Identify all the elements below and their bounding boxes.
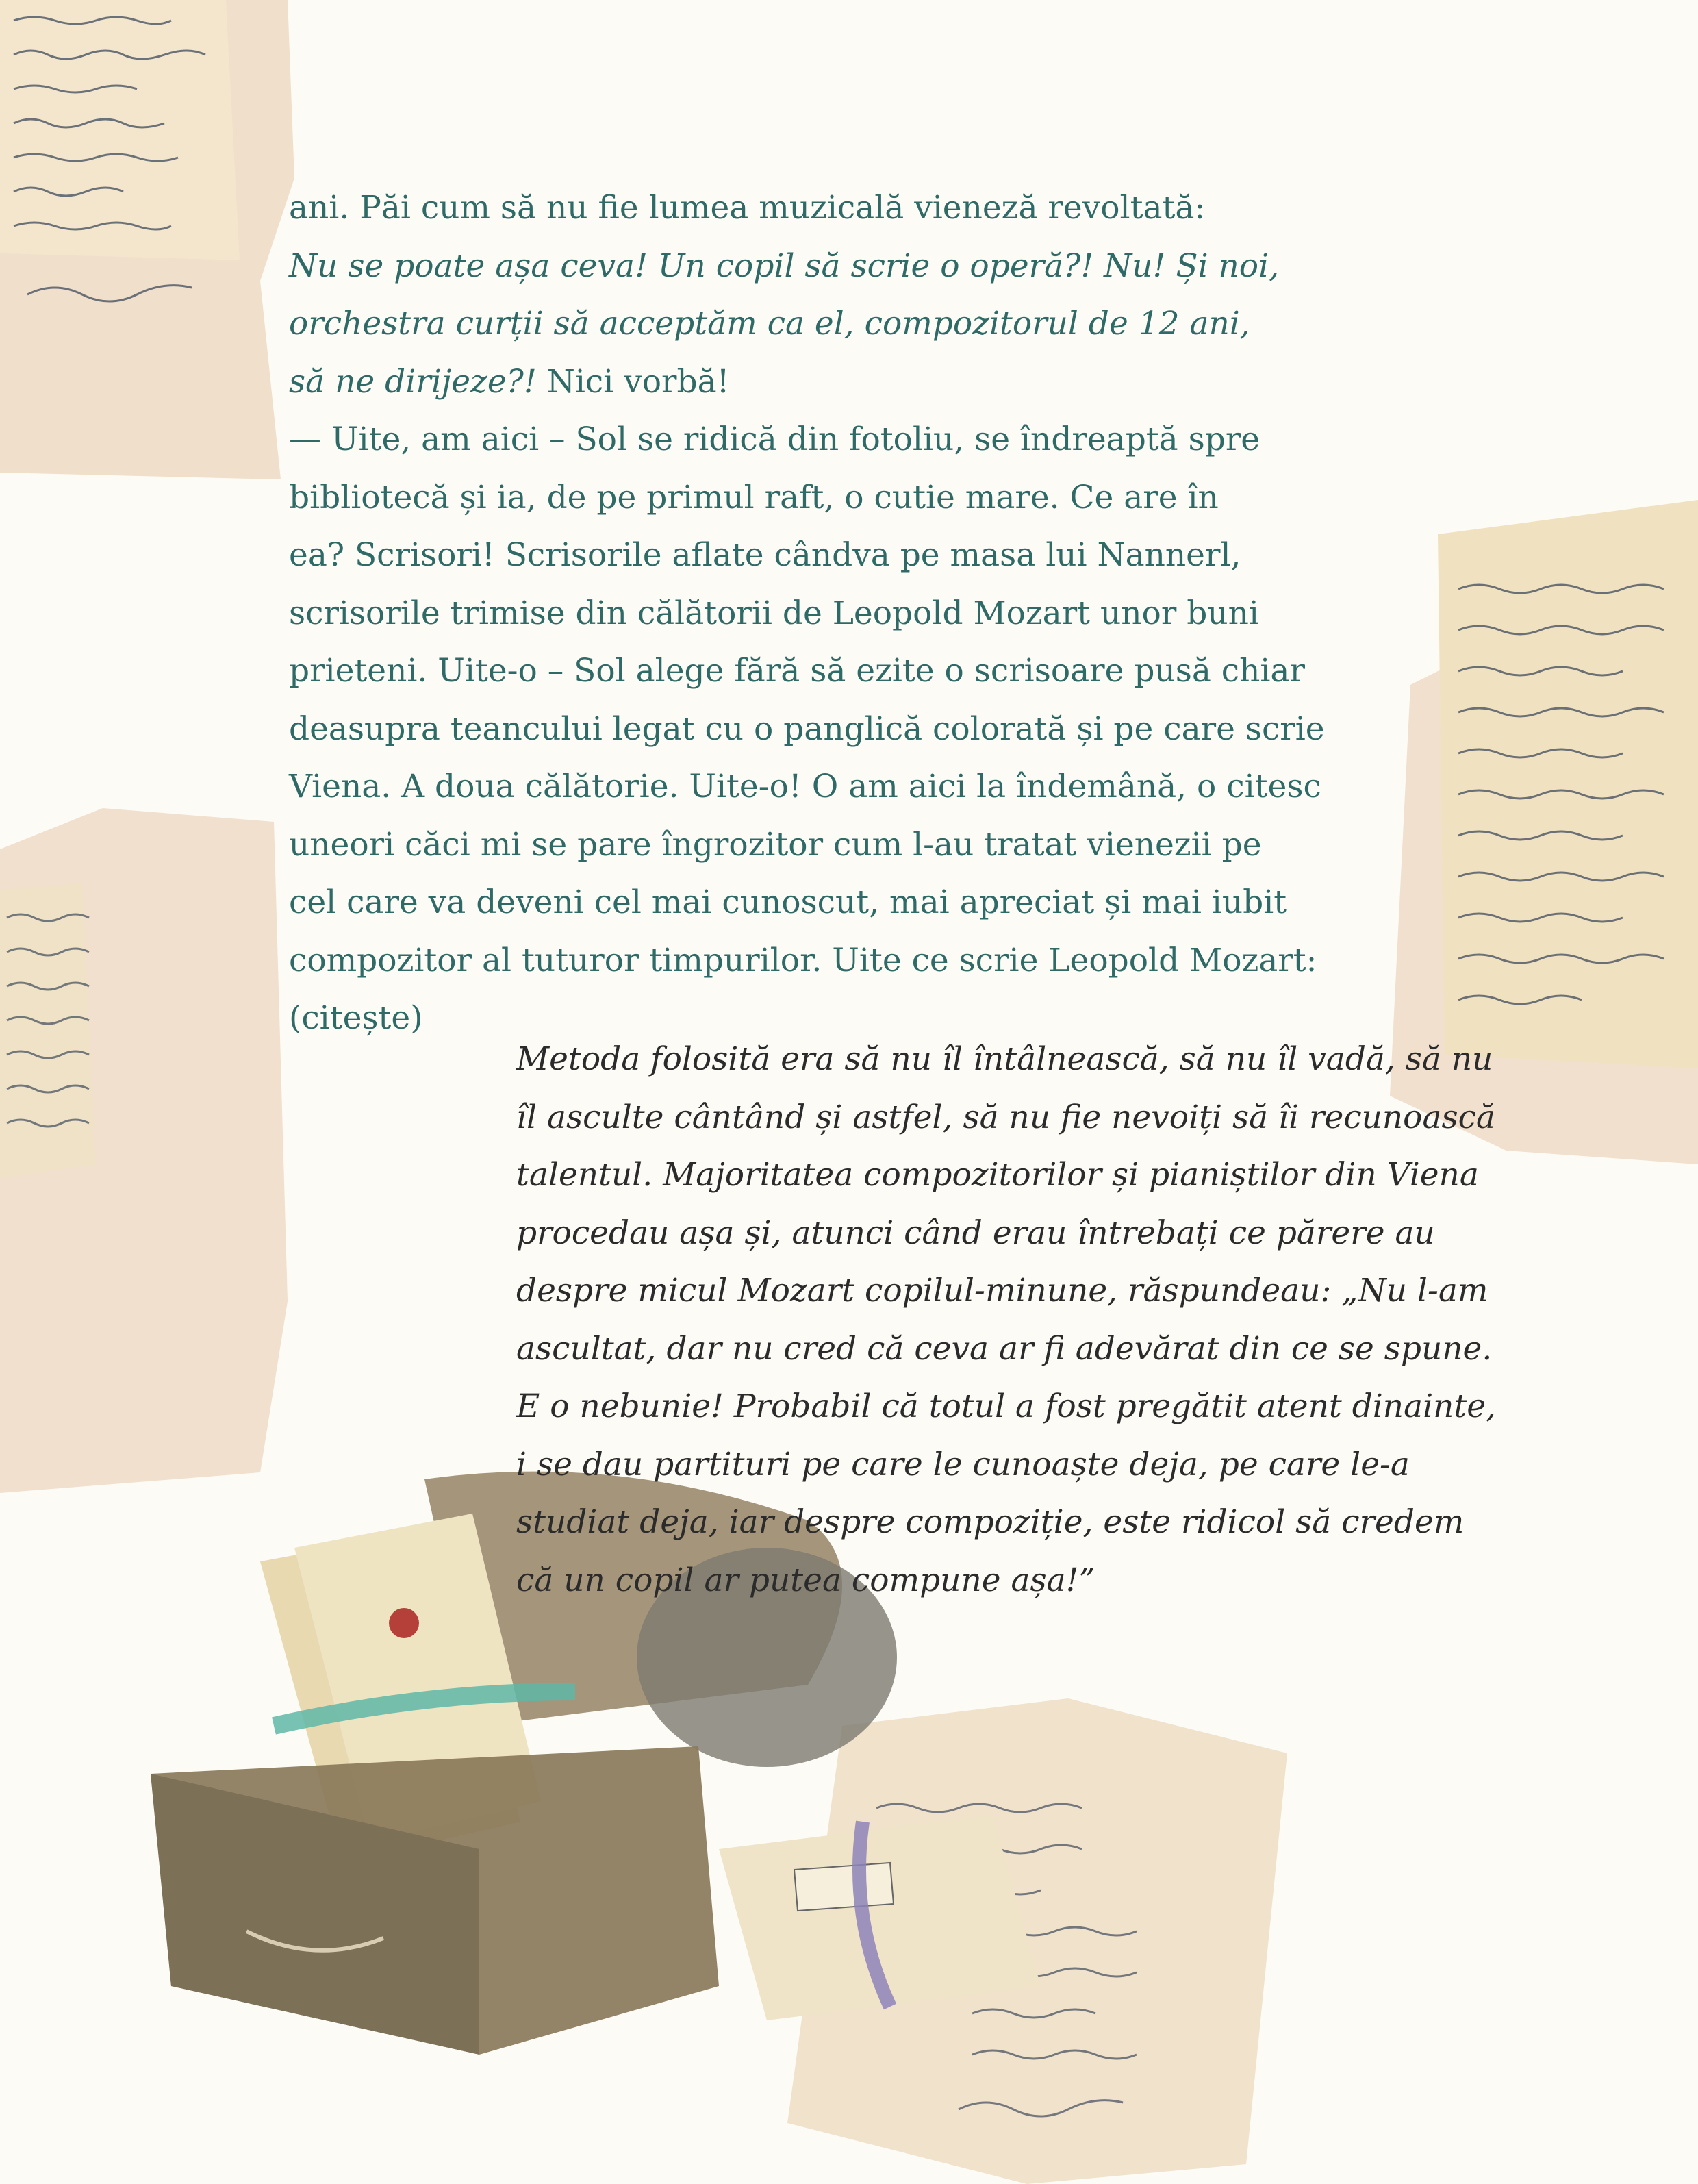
narrative-text (289, 179, 1439, 1048)
narrative-line: uneori căci mi se pare îngrozitor cum l-au tratat vienezii pe (289, 825, 1262, 864)
narrative-line: să ne dirijeze?! Nici vorbă! (289, 362, 730, 401)
quote-line: că un copil ar putea compune așa!” (516, 1561, 1095, 1599)
narrative-line: deasupra teancului legat cu o panglică colorată și pe care scrie (289, 710, 1325, 748)
narrative-line: — Uite, am aici – Sol se ridică din fotoliu, se îndreaptă spre (289, 421, 1260, 458)
narrative-line: Nu se poate așa ceva! Un copil să scrie o operă?! Nu! Și noi, (289, 247, 1280, 285)
quote-line: ascultat, dar nu cred că ceva ar fi adevărat din ce se spune. (516, 1329, 1493, 1368)
quote-line: despre micul Mozart copilul-minune, răspundeau: „Nu l-am (516, 1272, 1488, 1309)
letter-quote (516, 1031, 1543, 1609)
narrative-line: orchestra curții să acceptăm ca el, compozitorul de 12 ani, (289, 305, 1250, 342)
narrative-line: prieteni. Uite-o – Sol alege fără să ezite o scrisoare pusă chiar (289, 652, 1305, 690)
narrative-line: bibliotecă și ia, de pe primul raft, o cutie mare. Ce are în (289, 478, 1219, 516)
quote-line: i se dau partituri pe care le cunoaște deja, pe care le-a (516, 1445, 1410, 1483)
narrative-line: compozitor al tuturor timpurilor. Uite ce scrie Leopold Mozart: (289, 941, 1317, 979)
narrative-line: Viena. A doua călătorie. Uite-o! O am aici la îndemână, o citesc (289, 768, 1321, 805)
quote-line: talentul. Majoritatea compozitorilor și pianiștilor din Viena (516, 1156, 1479, 1194)
narrative-line: ea? Scrisori! Scrisorile aflate cândva pe masa lui Nannerl, (289, 536, 1241, 574)
narrative-line: (citește) (289, 999, 423, 1037)
narrative-line: scrisorile trimise din călătorii de Leopold Mozart unor buni (289, 594, 1259, 632)
narrative-line: cel care va deveni cel mai cunoscut, mai apreciat și mai iubit (289, 883, 1287, 921)
quote-line: îl asculte cântând și astfel, să nu fie nevoiți să îi recunoască (516, 1098, 1495, 1136)
quote-line: Metoda folosită era să nu îl întâlnească, să nu îl vadă, să nu (516, 1040, 1493, 1078)
quote-line: procedau așa și, atunci când erau întrebați ce părere au (516, 1214, 1435, 1252)
quote-line: studiat deja, iar despre compoziție, este ridicol să credem (516, 1503, 1465, 1541)
quote-line: E o nebunie! Probabil că totul a fost pregătit atent dinainte, (516, 1388, 1497, 1425)
narrative-line: ani. Păi cum să nu fie lumea muzicală vieneză revoltată: (289, 189, 1206, 227)
